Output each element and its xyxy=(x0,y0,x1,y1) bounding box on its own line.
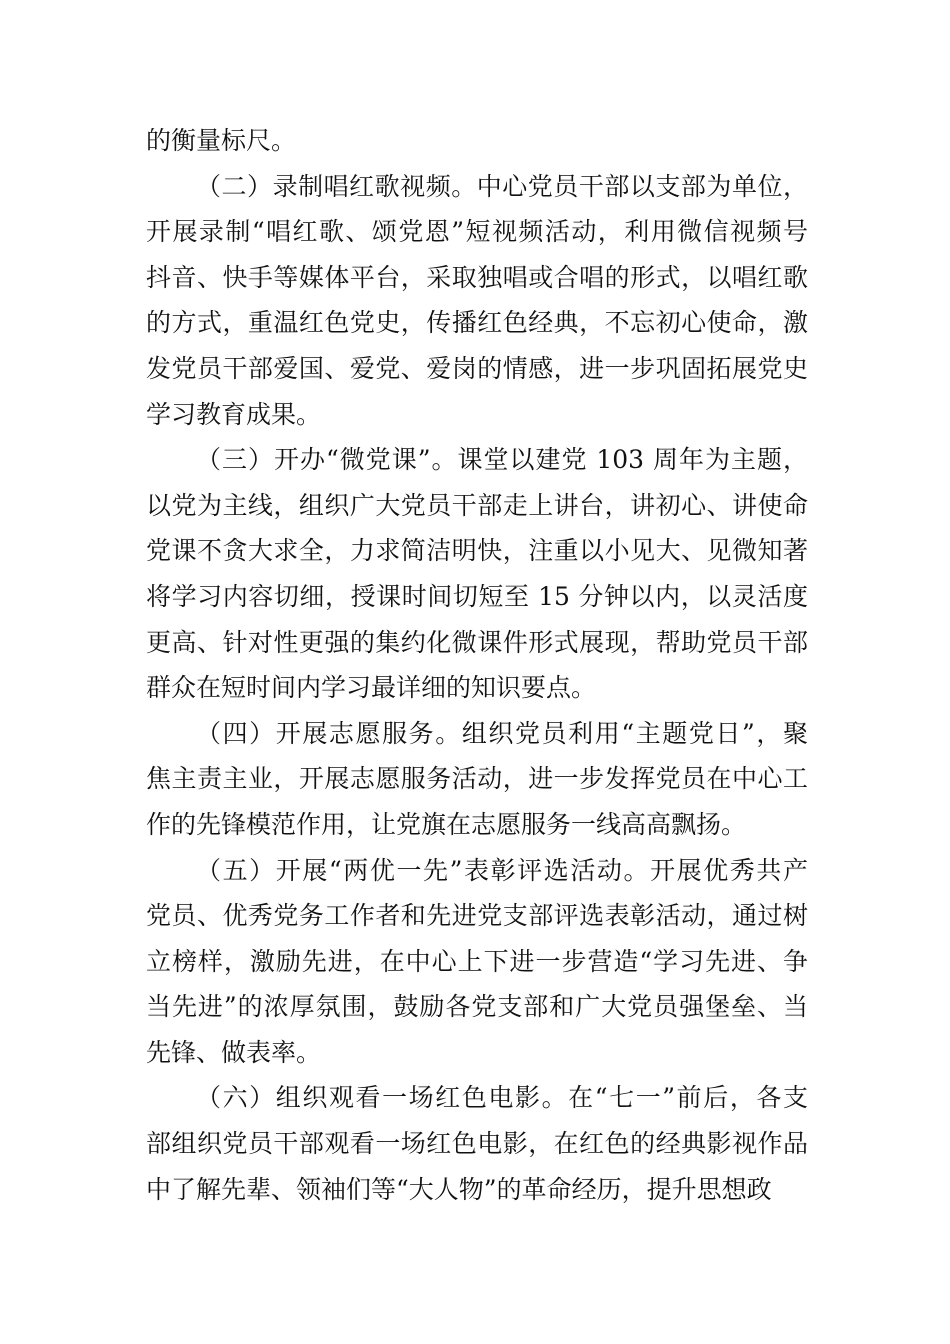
paragraph-p1 xyxy=(146,164,808,438)
text-line: 中了解先辈、领袖们等“大人物”的革命经历，提升思想政 xyxy=(146,1174,772,1204)
text-line: 以党为主线，组织广大党员干部走上讲台，讲初心、讲使命 xyxy=(146,490,808,520)
paragraph-p2 xyxy=(146,437,808,711)
text-line: 更高、针对性更强的集约化微课件形式展现，帮助党员干部 xyxy=(146,627,808,657)
paragraph-p0 xyxy=(146,118,808,164)
text-line: （五）开展“两优一先”表彰评选活动。开展优秀共产 xyxy=(196,855,808,885)
paragraph-p4 xyxy=(146,848,808,1076)
text-line: 开展录制“唱红歌、颂党恩”短视频活动，利用微信视频号 xyxy=(146,217,808,247)
text-line: 的方式，重温红色党史，传播红色经典，不忘初心使命，激 xyxy=(146,308,808,338)
text-line: 抖音、快手等媒体平台，采取独唱或合唱的形式，以唱红歌 xyxy=(146,262,808,292)
text-line: 的衡量标尺。 xyxy=(146,126,297,155)
text-line: （四）开展志愿服务。组织党员利用“主题党日”，聚 xyxy=(196,718,808,748)
text-line: 当先进”的浓厚氛围，鼓励各党支部和广大党员强堡垒、当 xyxy=(146,992,808,1022)
document-body xyxy=(146,118,808,1212)
text-line: 党课不贪大求全，力求简洁明快，注重以小见大、见微知著 xyxy=(146,536,808,566)
text-line: 党员、优秀党务工作者和先进党支部评选表彰活动，通过树 xyxy=(146,901,808,931)
text-line: 学习教育成果。 xyxy=(146,399,322,429)
text-line: 群众在短时间内学习最详细的知识要点。 xyxy=(146,673,597,703)
text-line: 作的先锋模范作用，让党旗在志愿服务一线高高飘扬。 xyxy=(146,809,747,839)
paragraph-p5 xyxy=(146,1075,808,1212)
text-line: 发党员干部爱国、爱党、爱岗的情感，进一步巩固拓展党史 xyxy=(146,353,808,383)
text-line: （三）开办“微党课”。课堂以建党 103 周年为主题， xyxy=(196,445,808,475)
text-line: 部组织党员干部观看一场红色电影，在红色的经典影视作品 xyxy=(146,1129,808,1159)
text-line: 将学习内容切细，授课时间切短至 15 分钟以内，以灵活度 xyxy=(146,581,808,611)
text-line: 先锋、做表率。 xyxy=(146,1037,322,1067)
text-line: （六）组织观看一场红色电影。在“七一”前后，各支 xyxy=(196,1083,808,1113)
text-line: 立榜样，激励先进，在中心上下进一步营造“学习先进、争 xyxy=(146,946,808,976)
text-line: （二）录制唱红歌视频。中心党员干部以支部为单位， xyxy=(196,171,808,201)
text-line: 焦主责主业，开展志愿服务活动，进一步发挥党员在中心工 xyxy=(146,764,808,794)
paragraph-p3 xyxy=(146,711,808,848)
